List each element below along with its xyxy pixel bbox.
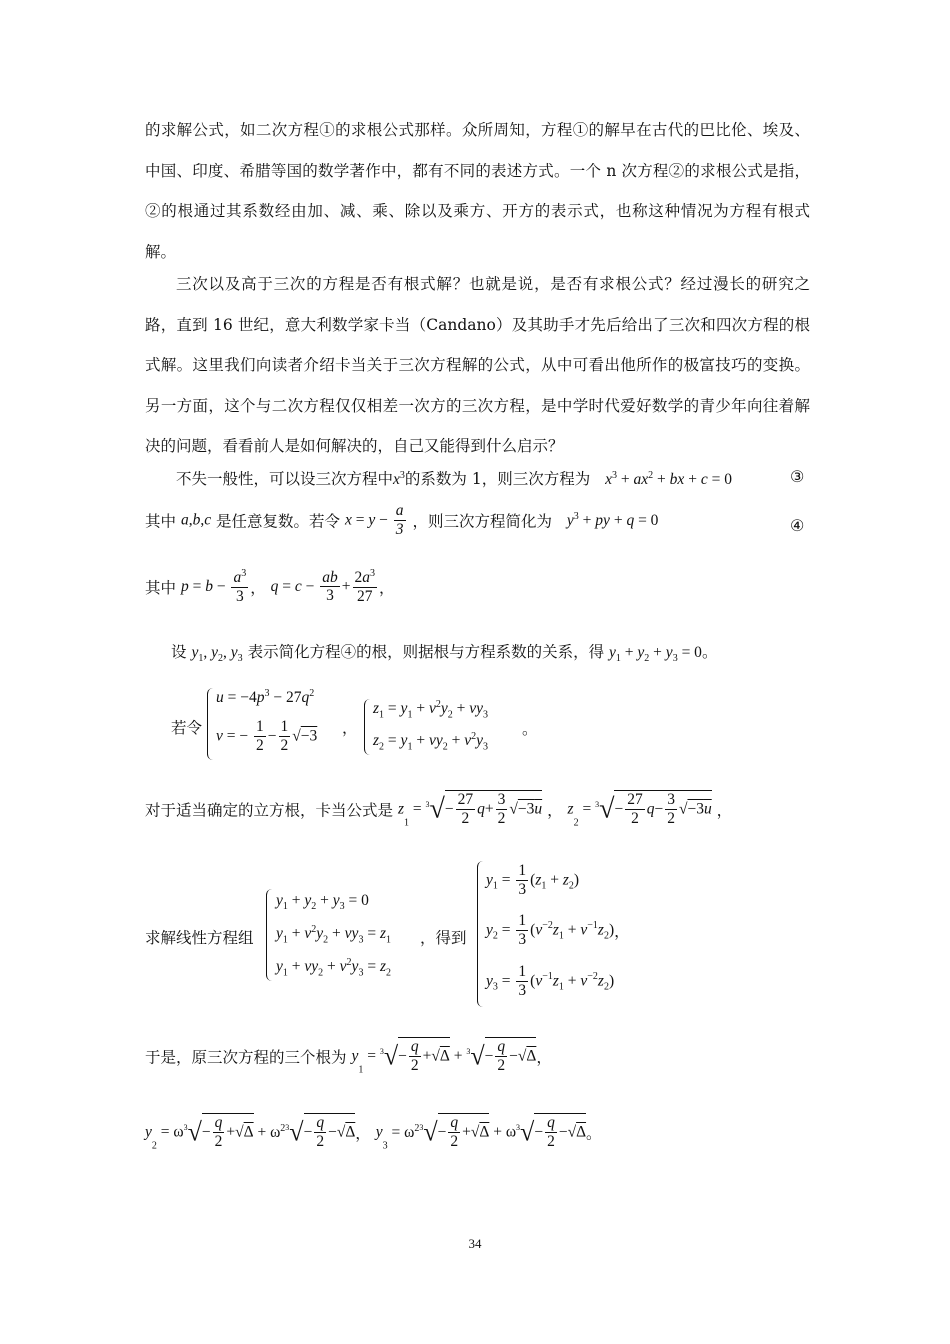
period-1: 。 — [522, 720, 538, 738]
system-eq-1: $y_1 + y_2 + y_3 = 0$ — [276, 892, 369, 913]
paragraph-1: 的求解公式，如二次方程①的求根公式那样。众所周知，方程①的解早在古代的巴比伦、埃及、中国、印度、希腊等国的数学著作中，都有不同的表述方式。一个 n 次方程②的求根公式是指，②的根通过其系数经由加、减、乘、除以及乘方、开方的表示式，也称这种情况为方程有根式解。 — [145, 121, 810, 261]
linear-system-label: 求解线性方程组 — [145, 929, 254, 947]
substitution-line: 其中 a,b,c 是任意复数。若令 x = y − $\frac{a}{3}$ ，则三次方程简化为 $y^3$ + py + q = 0 — [145, 502, 659, 538]
cubic-equation-line: 不失一般性，可以设三次方程中$x^3$的系数为 1，则三次方程为 $x^3 + ax^2$ + bx + c = 0 — [176, 469, 732, 488]
let-uv-label: 若令 — [171, 719, 203, 737]
v-definition: v = − $\frac{1}{2}$ − $\frac{1}{2}$ √−3 — [216, 718, 318, 754]
equation-marker-4: ④ — [790, 516, 805, 535]
paragraph-2: 三次以及高于三次的方程是否有根式解？也就是说，是否有求根公式？经过漫长的研究之路，直到 16 世纪，意大利数学家卡当（Candano）及其助手才先后给出了三次和四次方程的根式解。这里我们向读者介绍卡当关于三次方程解的公式，从中可看出他所作的极富技巧的变换。另一方面，这个与二次方程仅仅相差一次方的三次方程，是中学时代爱好数学的青少年向往着解决的问题，看看前人是如何解决的，自己又能得到什么启示？ — [145, 275, 810, 455]
solution-y2: $y_2$ = $\frac{1}{3}$ $(v^{-2}z_1 + v^{-1}z_2)$， — [486, 912, 630, 948]
brace-uv — [207, 688, 216, 760]
system-eq-3: $y_1 + vy_2 + v^2y_3 = z_2$ — [276, 957, 391, 979]
p-q-definition-line: 其中 p = b − $\frac{a^3}{3}$ ， q = c − $\frac{ab}{3}$ + $\frac{2a^3}{27}$ ， — [145, 568, 395, 605]
z2-definition: $z_2 = y_1 + vy_2 + v^2y_3$ — [373, 731, 488, 753]
roots-sum-line: 设 $y_1$, $y_2$, $y_3$ 表示简化方程④的根，则据根与方程系数的关系，得 $y_1 + y_2 + y_3 = 0$。 — [171, 643, 718, 665]
page-number: 34 — [468, 1236, 482, 1251]
brace-solution — [477, 861, 486, 1007]
comma-1: ， — [342, 719, 358, 737]
solution-y1: $y_1$ = $\frac{1}{3}$ $(z_1 + z_2)$ — [486, 862, 580, 898]
equation-marker-3: ③ — [790, 467, 805, 486]
system-eq-2: $y_1 + v^2y_2 + vy_3 = z_1$ — [276, 924, 391, 946]
u-definition: $u = -4p^3 - 27q^2$ — [216, 688, 315, 707]
z1-definition: $z_1 = y_1 + v^2y_2 + vy_3$ — [373, 699, 488, 721]
brace-z — [364, 699, 372, 755]
cardano-formula-line: 对于适当确定的立方根，卡当公式是 $z_1 = ^3√-$ $\frac{27}{2}$ q+ $\frac{3}{2}$ √−3u ， $z_2 = ^3√-$ $\frac{27}{2}$ q− $\frac{3}{2}$ √−3u ， — [145, 791, 733, 829]
solution-y3: $y_3$ = $\frac{1}{3}$ $(v^{-1}z_1 + v^{-2}z_2)$ — [486, 963, 615, 999]
roots-y1-line: 于是，原三次方程的三个根为 $y_1 = ^3√-$ $\frac{q}{2}$ +√Δ + $^3$√− $\frac{q}{2}$ −√Δ， — [145, 1038, 552, 1076]
brace-linear-system — [266, 889, 275, 981]
obtain-label: ，得到 — [420, 929, 467, 947]
roots-y2-y3-line: $y_2 = \omega^3√-$ $\frac{q}{2}$ $+√\Delta + \omega^{23}√-$ $\frac{q}{2}$ −√Δ， $y_3 = \omega^{23}√-$ $\frac{q}{2}$ $+√\Delta + \omega^3√-$ $\frac{q}{2}$ −√Δ。 — [145, 1114, 602, 1152]
